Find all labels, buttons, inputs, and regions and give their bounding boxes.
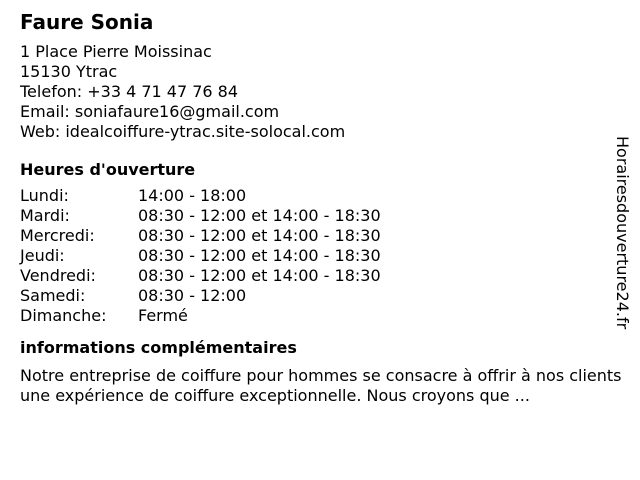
hours-time: 08:30 - 12:00 et 14:00 - 18:30 bbox=[138, 266, 381, 285]
opening-hours-table bbox=[20, 186, 381, 326]
hours-time: 08:30 - 12:00 bbox=[138, 286, 247, 305]
address-line1: 1 Place Pierre Moissinac bbox=[20, 42, 212, 61]
business-name: Faure Sonia bbox=[20, 10, 154, 34]
hours-row bbox=[20, 186, 381, 206]
hours-time: Fermé bbox=[138, 306, 188, 325]
hours-day: Samedi: bbox=[20, 286, 86, 305]
hours-row bbox=[20, 226, 381, 246]
info-heading: informations complémentaires bbox=[20, 338, 297, 357]
hours-day: Lundi: bbox=[20, 186, 69, 205]
email-address[interactable]: Email: soniafaure16@gmail.com bbox=[20, 102, 280, 121]
address-line2: 15130 Ytrac bbox=[20, 62, 118, 81]
hours-time: 08:30 - 12:00 et 14:00 - 18:30 bbox=[138, 206, 381, 225]
hours-day: Jeudi: bbox=[20, 246, 65, 265]
hours-row bbox=[20, 206, 381, 226]
hours-day: Mercredi: bbox=[20, 226, 95, 245]
hours-row bbox=[20, 306, 381, 326]
hours-time: 08:30 - 12:00 et 14:00 - 18:30 bbox=[138, 226, 381, 245]
hours-heading: Heures d'ouverture bbox=[20, 160, 196, 179]
website-link[interactable]: Web: idealcoiffure-ytrac.site-solocal.com bbox=[20, 122, 346, 141]
hours-day: Mardi: bbox=[20, 206, 70, 225]
site-watermark: Horairesdouverture24.fr bbox=[613, 136, 632, 330]
hours-row bbox=[20, 266, 381, 286]
business-card bbox=[20, 10, 620, 406]
hours-row bbox=[20, 286, 381, 306]
hours-time: 08:30 - 12:00 et 14:00 - 18:30 bbox=[138, 246, 381, 265]
hours-time: 14:00 - 18:00 bbox=[138, 186, 247, 205]
contact-block bbox=[20, 42, 620, 142]
phone-number[interactable]: Telefon: +33 4 71 47 76 84 bbox=[20, 82, 239, 101]
hours-day: Dimanche: bbox=[20, 306, 107, 325]
info-description: Notre entreprise de coiffure pour hommes se consacre à offrir à nos clients une expérience de coiffure exceptionnelle. Nous croyons que ... bbox=[20, 366, 622, 405]
hours-row bbox=[20, 246, 381, 266]
hours-day: Vendredi: bbox=[20, 266, 96, 285]
